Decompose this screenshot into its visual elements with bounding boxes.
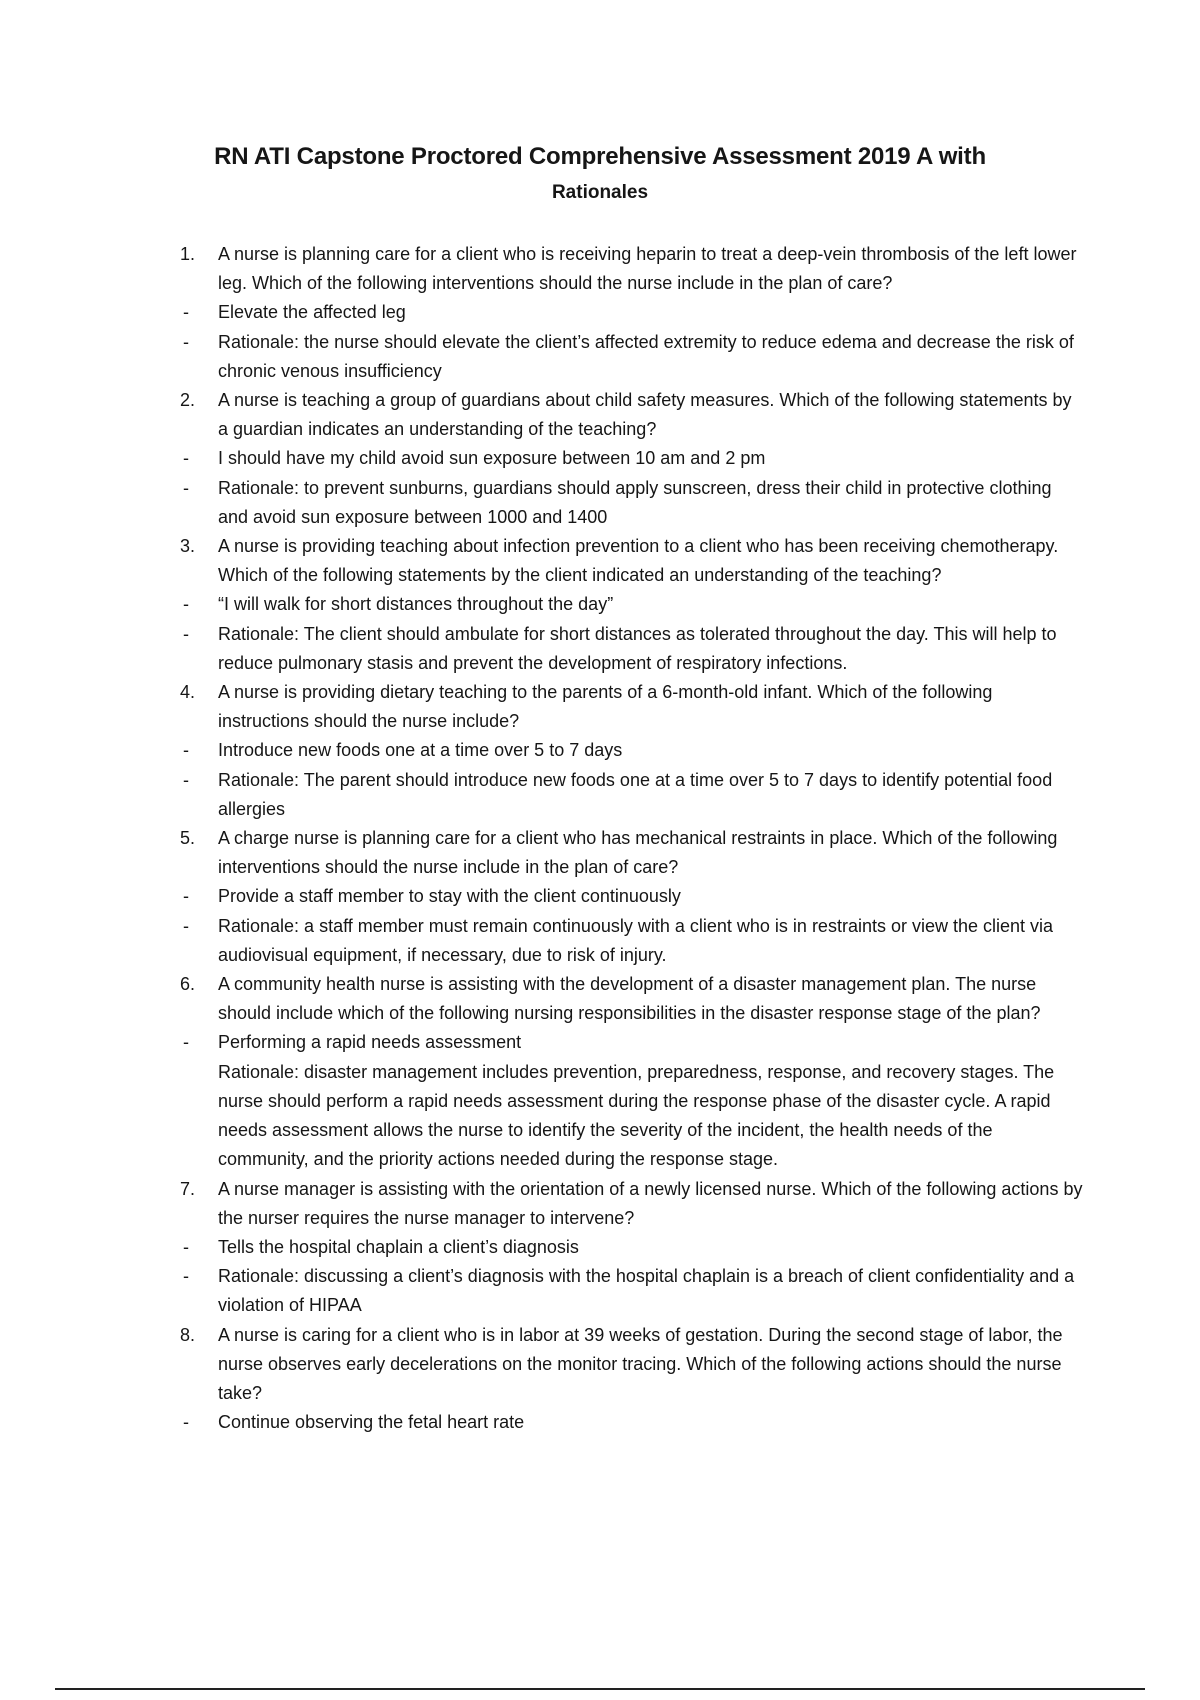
answer-text: I should have my child avoid sun exposure between 10 am and 2 pm [218,448,766,469]
rationale-item [180,474,1085,532]
rationale-text: Rationale: The parent should introduce new foods one at a time over 5 to 7 days to identify potential food allergies [218,769,1053,819]
answer-text: Performing a rapid needs assessment [218,1032,522,1053]
question-text: A charge nurse is planning care for a client who has mechanical restraints in place. Which of the following interventions should the nurse include in the plan of care? [218,828,1058,878]
question-text: A nurse is planning care for a client who is receiving heparin to treat a deep-vein thrombosis of the left lower leg. Which of the following interventions should the nurse include in the plan of care? [218,244,1077,294]
answer-text: Tells the hospital chaplain a client’s diagnosis [218,1236,579,1257]
question-text: A community health nurse is assisting with the development of a disaster management plan. The nurse should include which of the following nursing responsibilities in the disaster response stage of the plan? [218,974,1041,1024]
question-number: 6. [180,974,196,995]
rationale-item [180,620,1085,678]
rationale-text: Rationale: the nurse should elevate the client’s affected extremity to reduce edema and decrease the risk of chronic venous insufficiency [218,331,1074,381]
rationale-item [180,912,1085,970]
answer-item [180,882,1085,911]
question-text: A nurse is caring for a client who is in labor at 39 weeks of gestation. During the second stage of labor, the nurse observes early decelerations on the monitor tracing. Which of the following actions should the nurse take? [218,1324,1063,1403]
question-number: 3. [180,536,196,557]
answer-text: Continue observing the fetal heart rate [218,1412,525,1433]
question-text: A nurse is providing teaching about infection prevention to a client who has been receiving chemotherapy. Which of the following statements by the client indicated an understanding of the teaching? [218,536,1059,586]
bullet-marker: - [183,331,189,352]
bullet-marker: - [183,1412,189,1433]
rationale-item [180,766,1085,824]
bullet-marker: - [183,623,189,644]
bullet-marker: - [183,886,189,907]
answer-item [180,1233,1085,1262]
answer-text: Introduce new foods one at a time over 5 to 7 days [218,740,623,761]
rationale-text: Rationale: The client should ambulate for short distances as tolerated throughout the day. This will help to reduce pulmonary stasis and prevent the development of respiratory infections. [218,623,1057,673]
question-text: A nurse is providing dietary teaching to the parents of a 6-month-old infant. Which of the following instructions should the nurse include? [218,682,993,732]
answer-item [180,298,1085,327]
question-item [180,678,1085,736]
footer-divider [55,1688,1145,1690]
answer-item [180,1028,1085,1057]
question-item [180,1321,1085,1409]
question-number: 2. [180,390,196,411]
bullet-marker: - [183,740,189,761]
bullet-marker: - [183,915,189,936]
rationale-text: Rationale: a staff member must remain continuously with a client who is in restraints or view the client via audiovisual equipment, if necessary, due to risk of injury. [218,915,1054,965]
bullet-marker: - [183,769,189,790]
question-number: 7. [180,1178,196,1199]
answer-item [180,1408,1085,1437]
rationale-item [180,328,1085,386]
question-list [180,240,1085,1437]
bullet-marker: - [183,448,189,469]
document-title: RN ATI Capstone Proctored Comprehensive Assessment 2019 A with [214,143,986,170]
answer-text: “I will walk for short distances throughout the day” [218,594,614,615]
question-item [180,1175,1085,1233]
bullet-marker: - [183,1032,189,1053]
question-item [180,970,1085,1028]
question-item [180,386,1085,444]
answer-item [180,444,1085,473]
question-item [180,824,1085,882]
question-number: 8. [180,1324,196,1345]
document-subtitle: Rationales [551,182,649,203]
answer-item [180,590,1085,619]
question-number: 5. [180,828,196,849]
bullet-marker: - [183,302,189,323]
rationale-item [180,1262,1085,1320]
answer-text: Elevate the affected leg [218,302,406,323]
bullet-marker: - [183,1236,189,1257]
question-text: A nurse is teaching a group of guardians about child safety measures. Which of the following statements by a guardian indicates an understanding of the teaching? [218,390,1072,440]
question-number: 1. [180,244,196,264]
question-number: 4. [180,682,196,703]
rationale-text: Rationale: discussing a client’s diagnosis with the hospital chaplain is a breach of client confidentiality and a violation of HIPAA [218,1266,1075,1316]
answer-text: Provide a staff member to stay with the client continuously [218,886,681,907]
rationale-text: Rationale: to prevent sunburns, guardians should apply sunscreen, dress their child in protective clothing and avoid sun exposure between 1000 and 1400 [218,477,1052,527]
question-text: A nurse manager is assisting with the orientation of a newly licensed nurse. Which of the following actions by the nurser requires the nurse manager to intervene? [218,1178,1083,1228]
rationale-text: Rationale: disaster management includes prevention, preparedness, response, and recovery stages. The nurse should perform a rapid needs assessment during the response phase of the disaster cycle. A rapid needs assessment allows the nurse to identify the severity of the incident, the health needs of the community, and the priority actions needed during the response stage. [218,1061,1055,1170]
bullet-marker: - [183,594,189,615]
answer-item [180,736,1085,765]
bullet-marker: - [183,1266,189,1287]
bullet-marker: - [183,477,189,498]
question-item [180,532,1085,590]
question-item [180,240,1085,298]
